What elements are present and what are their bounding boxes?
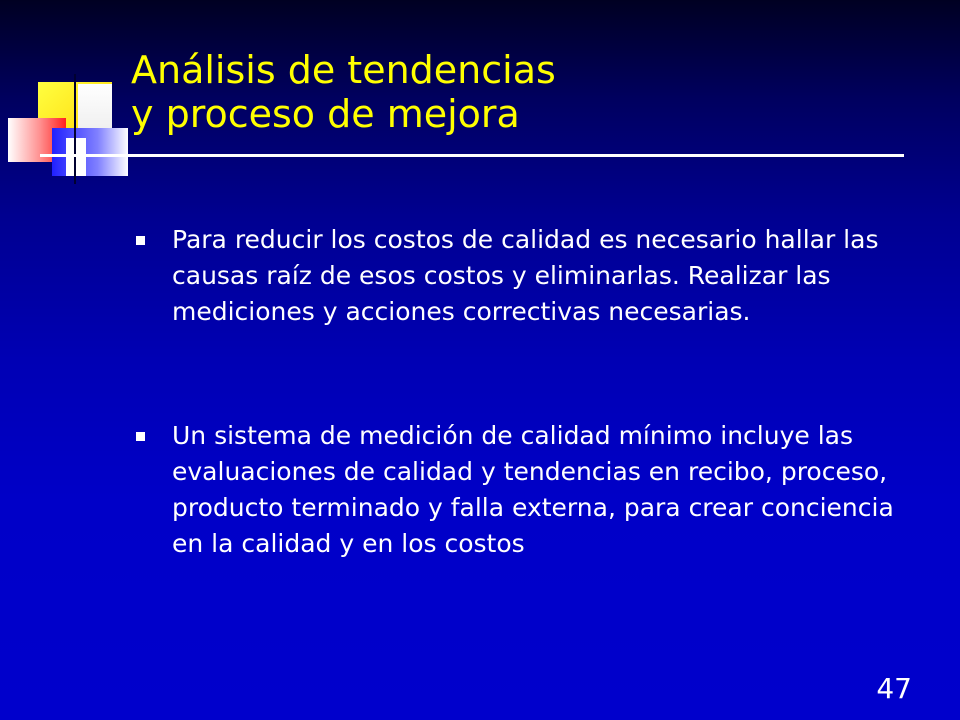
bullet-list: [132, 222, 932, 562]
white-strip: [66, 138, 86, 176]
square-bullet-icon: [136, 432, 145, 441]
white-square: [78, 84, 112, 128]
title-line-1: Análisis de tendencias: [131, 48, 556, 92]
bullet-item: [132, 418, 932, 562]
logo-vertical-line: [74, 74, 76, 184]
slide-title: [131, 48, 911, 136]
title-underline: [40, 154, 904, 157]
bullet-text: Un sistema de medición de calidad mínimo incluye las evaluaciones de calidad y tendencias en recibo, proceso, producto terminado y falla externa, para crear conciencia en la calidad y en los costos: [172, 421, 894, 558]
title-line-2: y proceso de mejora: [131, 92, 520, 136]
bullet-text: Para reducir los costos de calidad es necesario hallar las causas raíz de esos costos y eliminarlas. Realizar las mediciones y acciones correctivas necesarias.: [172, 225, 879, 326]
bullet-item: [132, 222, 932, 330]
blue-square: [52, 128, 128, 176]
page-number: 47: [876, 672, 912, 705]
square-bullet-icon: [136, 236, 145, 245]
